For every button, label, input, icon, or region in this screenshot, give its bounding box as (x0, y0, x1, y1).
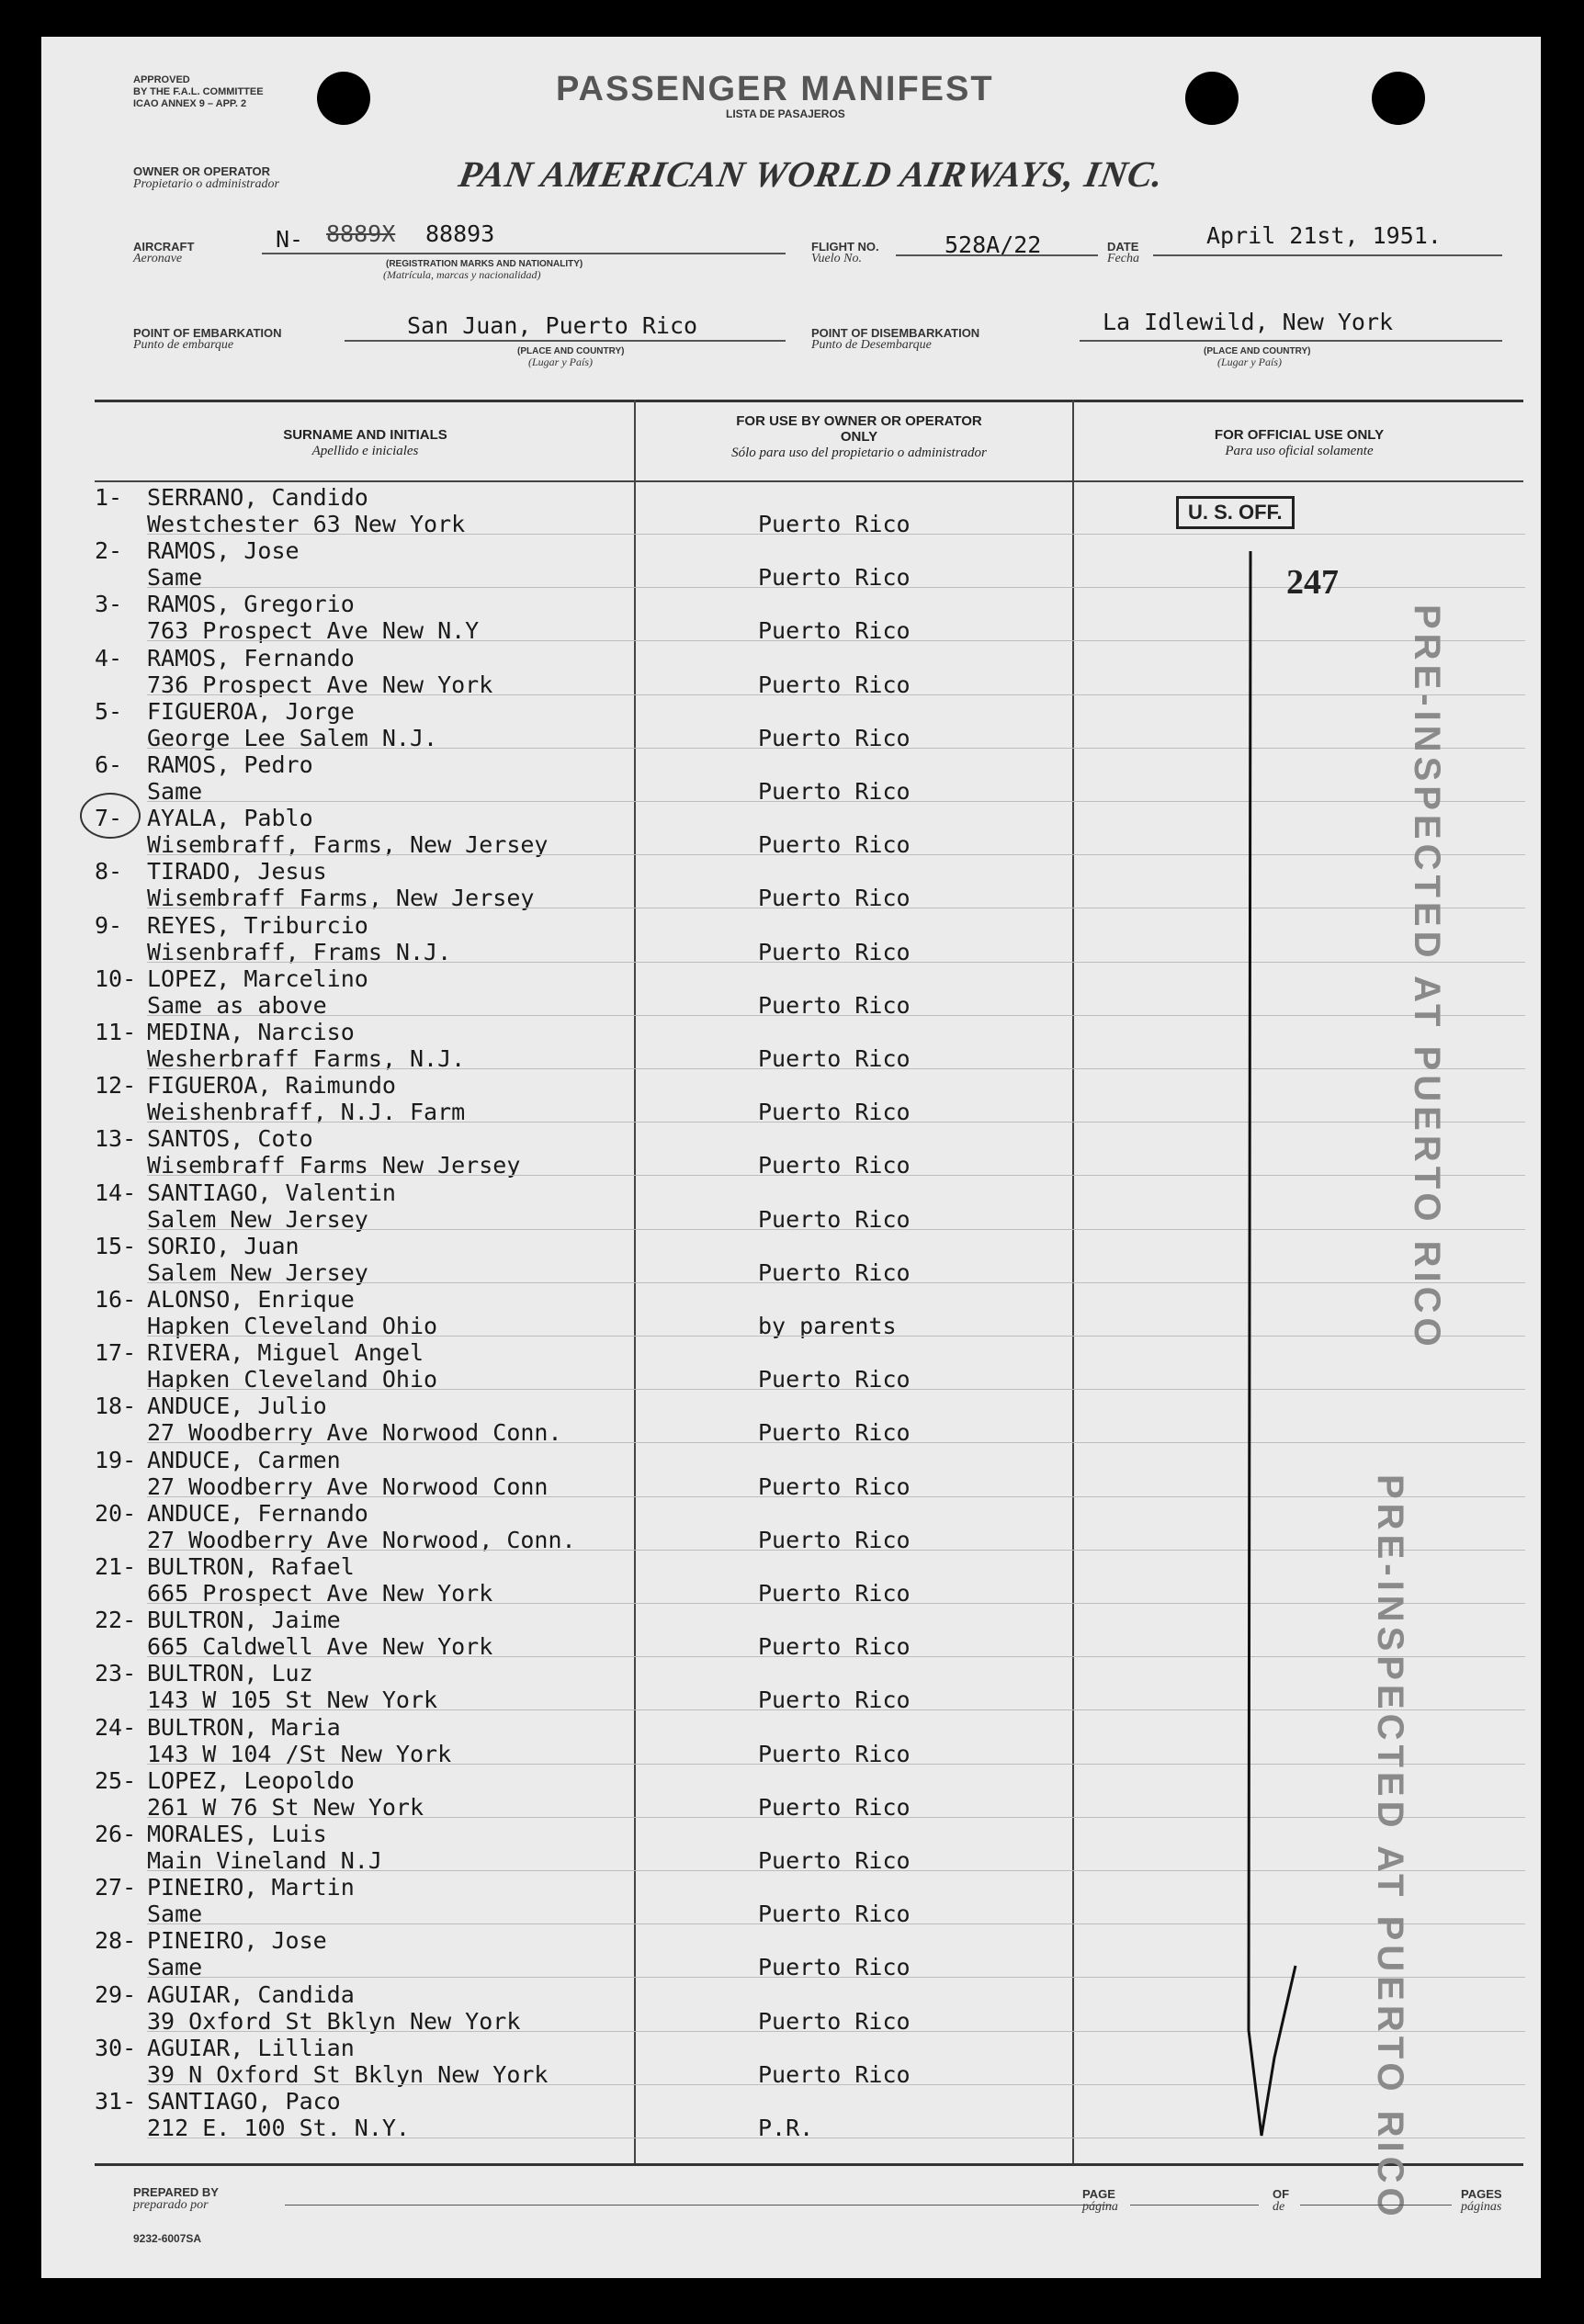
passenger-number: 21- (95, 1553, 137, 1580)
passenger-name: REYES, Triburcio (147, 911, 368, 939)
page-underline (1130, 2205, 1259, 2206)
passenger-origin: Puerto Rico (758, 1366, 911, 1393)
preinspected-stamp-upper: PRE-INSPECTED AT PUERTO RICO (1407, 604, 1447, 1351)
row-guide-line (147, 854, 1525, 855)
passenger-row (41, 750, 1541, 803)
passenger-number: 2- (95, 537, 123, 565)
passenger-name: ANDUCE, Fernando (147, 1499, 368, 1527)
owner-label: OWNER OR OPERATOR (133, 164, 271, 178)
passenger-row (41, 1231, 1541, 1284)
row-guide-line (147, 1068, 1525, 1069)
passenger-address: 27 Woodberry Ave Norwood, Conn. (147, 1526, 576, 1553)
passenger-address: 143 W 104 /St New York (147, 1740, 452, 1767)
passenger-origin: Puerto Rico (758, 1099, 911, 1126)
passenger-name: TIRADO, Jesus (147, 858, 327, 886)
passenger-number: 6- (95, 751, 123, 778)
embarkation-caption-es: (Lugar y País) (528, 355, 593, 368)
aircraft-underline (262, 253, 786, 254)
passenger-number: 17- (95, 1339, 137, 1367)
passenger-origin: Puerto Rico (758, 617, 911, 645)
passenger-name: ANDUCE, Julio (147, 1393, 327, 1420)
aircraft-caption: (REGISTRATION MARKS AND NATIONALITY) (386, 259, 583, 269)
row-7-circle-mark (80, 793, 141, 839)
row-guide-line (147, 1870, 1525, 1871)
date-value: April 21st, 1951. (1206, 222, 1442, 249)
embarkation-label: POINT OF EMBARKATION (133, 326, 282, 340)
page-title: PASSENGER MANIFEST (556, 70, 994, 108)
passenger-name: ALONSO, Enrique (147, 1286, 355, 1313)
row-guide-line (147, 1496, 1525, 1497)
table-bottom-border (95, 2163, 1523, 2166)
punch-hole (317, 72, 370, 125)
passenger-address: 143 W 105 St New York (147, 1687, 438, 1714)
column-header-surname-en: SURNAME AND INITIALS (283, 427, 447, 443)
of-label-es: de (1273, 2200, 1285, 2214)
flight-underline (896, 254, 1098, 256)
passenger-row (41, 1712, 1541, 1766)
passenger-number: 7- (95, 805, 123, 832)
aircraft-label-es: Aeronave (133, 252, 183, 265)
row-guide-line (147, 1389, 1525, 1390)
passenger-row (41, 803, 1541, 859)
row-guide-line (147, 1817, 1525, 1818)
row-guide-line (147, 1229, 1525, 1230)
passenger-row (41, 1123, 1541, 1177)
passenger-row (41, 1605, 1541, 1661)
passenger-address: 261 W 76 St New York (147, 1793, 424, 1821)
passenger-number: 9- (95, 911, 123, 939)
passenger-name: SORIO, Juan (147, 1232, 300, 1259)
passenger-address: 27 Woodberry Ave Norwood Conn. (147, 1419, 562, 1447)
passenger-origin: Puerto Rico (758, 1258, 911, 1286)
passenger-row (41, 482, 1541, 536)
passenger-number: 18- (95, 1393, 137, 1420)
passenger-number: 27- (95, 1874, 137, 1901)
passenger-address: Same as above (147, 991, 327, 1019)
passenger-name: BULTRON, Rafael (147, 1553, 355, 1580)
passenger-name: ANDUCE, Carmen (147, 1446, 341, 1473)
passenger-number: 20- (95, 1499, 137, 1527)
passenger-origin: Puerto Rico (758, 2007, 911, 2035)
approval-line-3: ICAO ANNEX 9 – APP. 2 (133, 98, 247, 109)
passenger-origin: Puerto Rico (758, 1740, 911, 1767)
passenger-address: Wesherbraff Farms, N.J. (147, 1045, 466, 1072)
column-header-official-use-es: Para uso oficial solamente (1225, 444, 1374, 458)
passenger-origin: Puerto Rico (758, 1901, 911, 1928)
column-header-official-use (1074, 427, 1524, 459)
passenger-origin: Puerto Rico (758, 1793, 911, 1821)
embarkation-value: San Juan, Puerto Rico (407, 312, 698, 339)
passenger-number: 31- (95, 2088, 137, 2115)
row-guide-line (147, 694, 1525, 695)
passenger-number: 23- (95, 1660, 137, 1687)
passenger-address: Salem New Jersey (147, 1205, 368, 1233)
passenger-name: RAMOS, Fernando (147, 644, 355, 671)
disembarkation-label-es: Punto de Desembarque (811, 338, 932, 352)
column-header-official-use-en: FOR OFFICIAL USE ONLY (1214, 427, 1385, 443)
passenger-row (41, 856, 1541, 912)
passenger-name: FIGUEROA, Jorge (147, 697, 355, 725)
passenger-row (41, 1498, 1541, 1551)
flight-label-es: Vuelo No. (811, 252, 862, 265)
of-label: OF (1273, 2187, 1290, 2201)
row-guide-line (147, 1603, 1525, 1604)
passenger-address: Same (147, 778, 203, 805)
passenger-origin: Puerto Rico (758, 1419, 911, 1447)
passenger-number: 19- (95, 1446, 137, 1473)
passenger-row (41, 1070, 1541, 1126)
row-guide-line (147, 1015, 1525, 1016)
owner-name: PAN AMERICAN WORLD AIRWAYS, INC. (456, 153, 1168, 195)
passenger-name: RAMOS, Gregorio (147, 591, 355, 618)
passenger-name: BULTRON, Jaime (147, 1607, 341, 1634)
passenger-row (41, 1658, 1541, 1714)
column-header-owner-use (721, 413, 997, 461)
row-guide-line (147, 1709, 1525, 1710)
passenger-origin: by parents (758, 1313, 897, 1339)
passenger-row (41, 1980, 1541, 2033)
aircraft-registration: 88893 (425, 220, 495, 247)
passenger-row (41, 643, 1541, 696)
date-underline (1153, 254, 1502, 256)
row-guide-line (147, 2084, 1525, 2085)
passenger-address: 39 Oxford St Bklyn New York (147, 2007, 521, 2035)
passenger-row (41, 1017, 1541, 1070)
us-official-stamp: U. S. OFF. (1176, 496, 1295, 529)
passenger-origin: Puerto Rico (758, 1472, 911, 1500)
disembarkation-underline (1080, 340, 1502, 342)
passenger-count: 247 (1286, 563, 1339, 602)
passenger-origin: Puerto Rico (758, 1152, 911, 1179)
passenger-address: Wisembraff, Farms, New Jersey (147, 831, 549, 859)
passenger-name: LOPEZ, Leopoldo (147, 1766, 355, 1794)
pages-label-es: páginas (1461, 2200, 1502, 2214)
flight-number: 528A/22 (945, 231, 1042, 258)
passenger-row (41, 1766, 1541, 1819)
passenger-row (41, 1551, 1541, 1605)
passenger-origin: Puerto Rico (758, 564, 911, 592)
passenger-number: 12- (95, 1072, 137, 1100)
disembarkation-caption: (PLACE AND COUNTRY) (1204, 346, 1311, 356)
passenger-name: RIVERA, Miguel Angel (147, 1339, 424, 1367)
row-guide-line (147, 748, 1525, 749)
passenger-name: AGUIAR, Candida (147, 1980, 355, 2008)
passenger-number: 4- (95, 644, 123, 671)
passenger-address: Wisembraff Farms New Jersey (147, 1152, 521, 1179)
passenger-row (41, 2033, 1541, 2086)
passenger-origin: Puerto Rico (758, 2060, 911, 2088)
row-guide-line (147, 1442, 1525, 1443)
passenger-number: 1- (95, 484, 123, 511)
prepared-by-label: PREPARED BY (133, 2185, 219, 2199)
passenger-name: SANTIAGO, Valentin (147, 1179, 396, 1206)
passenger-origin: Puerto Rico (758, 1580, 911, 1607)
punch-hole (1372, 72, 1425, 125)
passenger-row (41, 1445, 1541, 1498)
row-guide-line (147, 534, 1525, 535)
passenger-address: 27 Woodberry Ave Norwood Conn (147, 1472, 549, 1500)
passenger-origin: Puerto Rico (758, 831, 911, 859)
passenger-name: AGUIAR, Lillian (147, 2034, 355, 2061)
passenger-row (41, 1925, 1541, 1979)
passenger-name: BULTRON, Maria (147, 1713, 341, 1741)
aircraft-caption-es: (Matrícula, marcas y nacionalidad) (383, 268, 541, 281)
passenger-address: Main Vineland N.J (147, 1847, 382, 1874)
page-label: PAGE (1082, 2187, 1115, 2201)
passenger-name: PINEIRO, Jose (147, 1927, 327, 1955)
approval-line-2: BY THE F.A.L. COMMITTEE (133, 86, 264, 97)
passenger-address: Same (147, 1901, 203, 1928)
passenger-row (41, 1391, 1541, 1447)
passenger-row (41, 1819, 1541, 1872)
punch-hole (1185, 72, 1239, 125)
table-top-border (95, 400, 1523, 402)
prepared-by-underline (285, 2205, 1112, 2206)
passenger-row (41, 1284, 1541, 1337)
prepared-by-label-es: preparado por (133, 2198, 209, 2212)
column-header-owner-use-es: Sólo para uso del propietario o administrador (731, 446, 987, 460)
aircraft-label: AIRCRAFT (133, 240, 195, 254)
passenger-name: RAMOS, Jose (147, 537, 300, 565)
passenger-address: Same (147, 1954, 203, 1981)
passenger-number: 25- (95, 1766, 137, 1794)
date-label-es: Fecha (1107, 252, 1139, 265)
passenger-address: Salem New Jersey (147, 1258, 368, 1286)
row-guide-line (147, 640, 1525, 641)
of-underline (1300, 2205, 1452, 2206)
passenger-row (41, 2086, 1541, 2139)
aircraft-struck: 8889X (326, 220, 396, 247)
passenger-number: 11- (95, 1019, 137, 1045)
page-label-es: página (1082, 2200, 1118, 2214)
passenger-name: AYALA, Pablo (147, 805, 313, 832)
passenger-address: 39 N Oxford St Bklyn New York (147, 2060, 549, 2088)
passenger-origin: Puerto Rico (758, 1526, 911, 1553)
passenger-address: 763 Prospect Ave New N.Y (147, 617, 480, 645)
passenger-origin: Puerto Rico (758, 991, 911, 1019)
row-guide-line (147, 1122, 1525, 1123)
passenger-name: LOPEZ, Marcelino (147, 965, 368, 992)
passenger-name: SANTIAGO, Paco (147, 2088, 341, 2115)
passenger-number: 16- (95, 1286, 137, 1313)
passenger-origin: Puerto Rico (758, 778, 911, 805)
passenger-number: 22- (95, 1607, 137, 1634)
passenger-address: Hapken Cleveland Ohio (147, 1366, 438, 1393)
form-number: 9232-6007SA (133, 2232, 202, 2245)
passenger-address: 212 E. 100 St. N.Y. (147, 2115, 410, 2141)
passenger-name: SERRANO, Candido (147, 484, 368, 511)
passenger-number: 10- (95, 965, 137, 992)
embarkation-underline (345, 340, 786, 342)
owner-label-es: Propietario o administrador (133, 177, 279, 191)
passenger-number: 24- (95, 1713, 137, 1741)
passenger-origin: Puerto Rico (758, 1205, 911, 1233)
passenger-number: 29- (95, 1980, 137, 2008)
preinspected-stamp-lower: PRE-INSPECTED AT PUERTO RICO (1370, 1474, 1410, 2221)
row-guide-line (147, 1336, 1525, 1337)
passenger-address: Wisembraff Farms, New Jersey (147, 885, 535, 912)
passenger-name: MEDINA, Narciso (147, 1019, 355, 1045)
passenger-name: SANTOS, Coto (147, 1125, 313, 1153)
passenger-number: 28- (95, 1927, 137, 1955)
passenger-origin: Puerto Rico (758, 1847, 911, 1874)
disembarkation-label: POINT OF DISEMBARKATION (811, 326, 980, 340)
row-guide-line (147, 1977, 1525, 1978)
passenger-origin: Puerto Rico (758, 885, 911, 912)
passenger-address: Weishenbraff, N.J. Farm (147, 1099, 466, 1126)
passenger-origin: Puerto Rico (758, 1954, 911, 1981)
row-guide-line (147, 1656, 1525, 1657)
passenger-row (41, 964, 1541, 1017)
passenger-number: 14- (95, 1179, 137, 1206)
passenger-row (41, 1872, 1541, 1928)
passenger-address: 665 Caldwell Ave New York (147, 1633, 493, 1661)
passenger-row (41, 910, 1541, 964)
pages-label: PAGES (1461, 2187, 1502, 2201)
passenger-number: 15- (95, 1232, 137, 1259)
passenger-number: 8- (95, 858, 123, 886)
passenger-row (41, 1337, 1541, 1391)
aircraft-prefix: N- (276, 226, 304, 253)
passenger-number: 13- (95, 1125, 137, 1153)
column-header-owner-use-en: FOR USE BY OWNER OR OPERATOR ONLY (736, 413, 982, 445)
passenger-origin: Puerto Rico (758, 1045, 911, 1072)
passenger-origin: Puerto Rico (758, 1633, 911, 1661)
passenger-origin: Puerto Rico (758, 1687, 911, 1714)
embarkation-label-es: Punto de embarque (133, 338, 234, 352)
passenger-address: George Lee Salem N.J. (147, 724, 438, 751)
row-guide-line (147, 1764, 1525, 1765)
passenger-address: Wisenbraff, Frams N.J. (147, 938, 452, 965)
passenger-address: 665 Prospect Ave New York (147, 1580, 493, 1607)
passenger-name: FIGUEROA, Raimundo (147, 1072, 396, 1100)
row-guide-line (147, 2031, 1525, 2032)
row-guide-line (147, 1550, 1525, 1551)
disembarkation-caption-es: (Lugar y País) (1217, 355, 1282, 368)
passenger-address: Westchester 63 New York (147, 511, 466, 537)
passenger-origin: Puerto Rico (758, 724, 911, 751)
row-guide-line (147, 801, 1525, 802)
embarkation-caption: (PLACE AND COUNTRY) (517, 346, 625, 356)
manifest-sheet (41, 37, 1541, 2278)
disembarkation-value: La Idlewild, New York (1103, 309, 1394, 335)
page-subtitle: LISTA DE PASAJEROS (726, 107, 845, 120)
passenger-address: 736 Prospect Ave New York (147, 671, 493, 698)
column-header-surname (96, 427, 634, 459)
passenger-origin: Puerto Rico (758, 511, 911, 537)
passenger-name: RAMOS, Pedro (147, 751, 313, 778)
passenger-name: MORALES, Luis (147, 1821, 327, 1847)
passenger-name: BULTRON, Luz (147, 1660, 313, 1687)
passenger-number: 30- (95, 2034, 137, 2061)
passenger-row (41, 1178, 1541, 1231)
row-guide-line (147, 1282, 1525, 1283)
passenger-origin: Puerto Rico (758, 938, 911, 965)
passenger-origin: P.R. (758, 2115, 814, 2141)
passenger-number: 5- (95, 697, 123, 725)
passenger-origin: Puerto Rico (758, 671, 911, 698)
date-label: DATE (1107, 240, 1139, 254)
approval-line-1: APPROVED (133, 74, 190, 85)
passenger-number: 3- (95, 591, 123, 618)
passenger-number: 26- (95, 1821, 137, 1847)
passenger-name: PINEIRO, Martin (147, 1874, 355, 1901)
row-guide-line (147, 962, 1525, 963)
passenger-row (41, 696, 1541, 750)
column-header-surname-es: Apellido e iniciales (311, 444, 419, 458)
passenger-address: Hapken Cleveland Ohio (147, 1313, 438, 1339)
flight-label: FLIGHT NO. (811, 240, 879, 254)
passenger-address: Same (147, 564, 203, 592)
row-guide-line (147, 1175, 1525, 1176)
